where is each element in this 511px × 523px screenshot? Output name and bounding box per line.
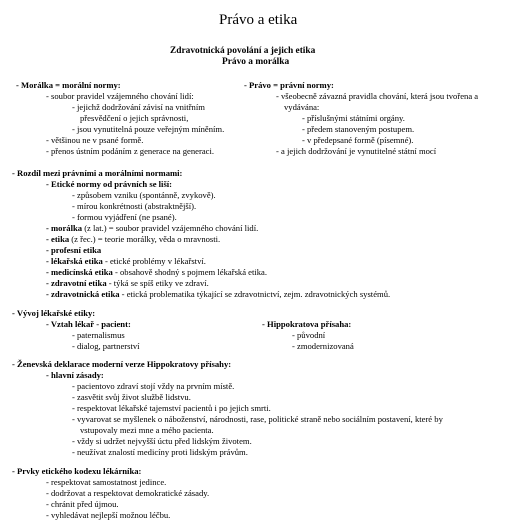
hippokrates-item: - původní [292,330,326,340]
definition-text: (z lat.) = soubor pravidel vzájemného chování lidí. [82,223,259,233]
moralka-item: - přenos ústním podáním z generace na generaci. [46,146,214,156]
document-subtitle: Zdravotnická povolání a jejich etika [170,46,316,56]
rozdil-item: - způsobem vzniku (spontánně, zvykově). [72,190,216,200]
zenevska-heading: - Ženevská deklarace moderní verze Hippokratovy přísahy: [12,359,232,369]
rozdil-item: - formou vyjádření (ne psané). [72,212,177,222]
rozdil-heading: - Rozdíl mezi právními a morálními normami: [12,168,183,178]
definition-etika [46,234,220,244]
zasada-item: vstupovaly mezi mne a mého pacienta. [80,425,214,435]
moralka-item: - jsou vynutitelná pouze veřejným míněním. [72,124,225,134]
definition-lekarska-etika [46,256,206,266]
pravo-item: vydávána: [284,102,320,112]
vztah-item: - dialog, partnerství [72,341,140,351]
kodex-item: - dodržovat a respektovat demokratické zásady. [46,488,210,498]
definition-text: - etické problémy v lékařství. [102,256,206,266]
moralka-item: přesvědčení o jejich správnosti, [80,113,189,123]
definition-term: - zdravotnická etika [46,289,120,299]
definition-term: - profesní etika [46,245,102,255]
zasada-item: - pacientovo zdraví stojí vždy na prvním místě. [72,381,235,391]
page-title: Právo a etika [219,12,298,28]
vyvoj-heading: - Vývoj lékařské etiky: [12,308,96,318]
definition-medicinska-etika [46,267,267,277]
definition-text: - týká se spíš etiky ve zdraví. [106,278,209,288]
rozdil-subheading: - Etické normy od právních se liší: [46,179,173,189]
zasady-heading: - hlavní zásady: [46,370,104,380]
vztah-heading: - Vztah lékař - pacient: [46,319,131,329]
definition-profesni-etika [46,245,101,255]
definition-text: (z řec.) = teorie morálky, věda o mravnosti. [69,234,221,244]
definition-term: - zdravotní etika [46,278,107,288]
definition-term: - etika [46,234,70,244]
definition-term: - lékařská etika [46,256,103,266]
kodex-item: - respektovat samostatnost jedince. [46,477,167,487]
pravo-item: - příslušnými státními orgány. [302,113,405,123]
zasada-item: - neužívat znalostí medicíny proti lidským právům. [72,447,248,457]
zasada-item: - respektovat lékařské tajemství pacientů i po jejich smrti. [72,403,271,413]
definition-zdravotnicka-etika [46,289,390,299]
definition-text: - obsahově shodný s pojmem lékařská etika. [112,267,268,277]
definition-term: - morálka [46,223,83,233]
moralka-item: - soubor pravidel vzájemného chování lidí: [46,91,194,101]
pravo-item: - a jejich dodržování je vynutitelné státní mocí [276,146,437,156]
definition-moralka [46,223,258,233]
kodex-heading: - Prvky etického kodexu lékárníka: [12,466,142,476]
zasada-item: - vždy si udržet nejvyšší úctu před lidským životem. [72,436,252,446]
moralka-item: - většinou ne v psané formě. [46,135,144,145]
zasada-item: - vyvarovat se myšlenek o náboženství, národnosti, rase, politické straně nebo sociálním postavení, které by [72,414,443,424]
rozdil-item: - mírou konkrétnosti (abstraktnější). [72,201,197,211]
definition-term: - medicínská etika [46,267,113,277]
moralka-heading: - Morálka = morální normy: [16,80,121,90]
moralka-item: - jejichž dodržování závisí na vnitřním [72,102,205,112]
kodex-item: - chránit před újmou. [46,499,119,509]
vztah-item: - paternalismus [72,330,125,340]
pravo-heading: - Právo = právní normy: [244,80,334,90]
section-subtitle: Právo a morálka [222,57,290,67]
hippokrates-heading: - Hippokratova přísaha: [262,319,352,329]
pravo-item: - v předepsané formě (písemné). [302,135,414,145]
definition-text: - etická problematika týkající se zdravotnictví, zejm. zdravotnických systémů. [119,289,391,299]
kodex-item: - vyhledávat nejlepší možnou léčbu. [46,510,171,520]
definition-zdravotni-etika [46,278,209,288]
zasada-item: - zasvětit svůj život službě lidstvu. [72,392,191,402]
hippokrates-item: - zmodernizovaná [292,341,354,351]
pravo-item: - předem stanoveným postupem. [302,124,415,134]
pravo-item: - všeobecně závazná pravidla chování, která jsou tvořena a [276,91,479,101]
